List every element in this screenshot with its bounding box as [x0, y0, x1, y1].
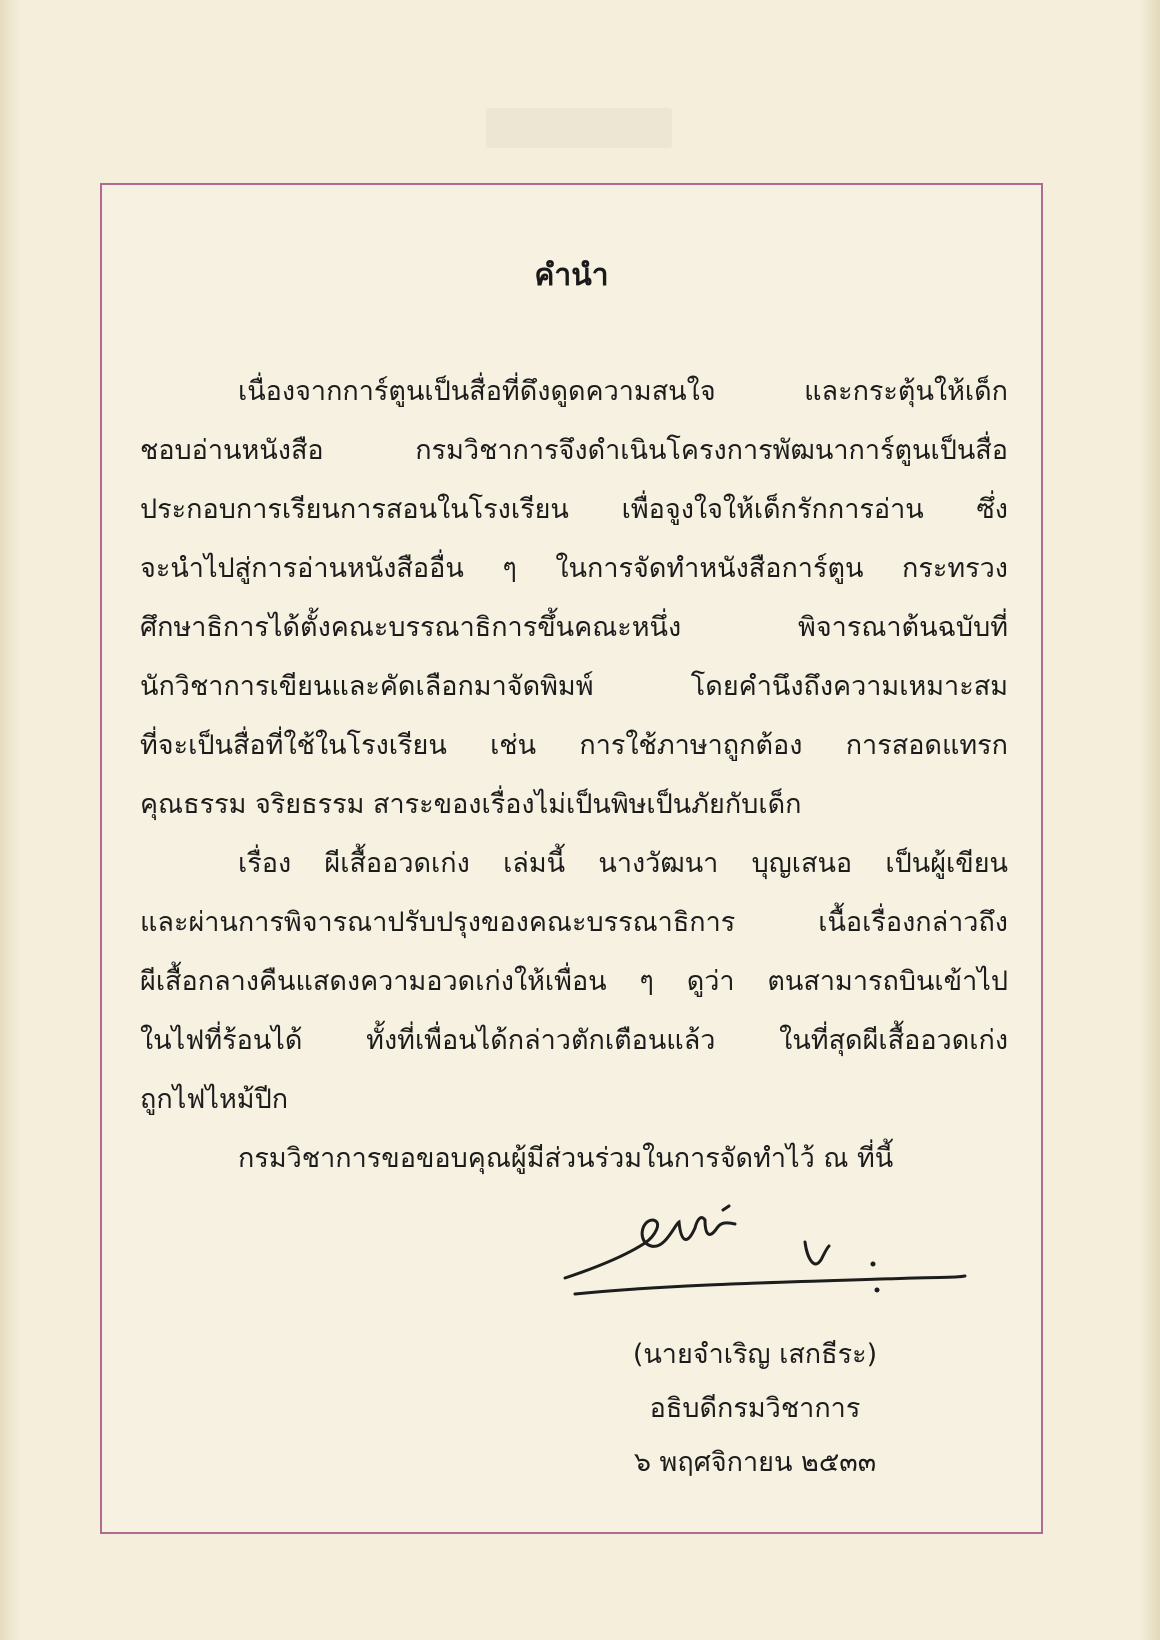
- paragraph-1-line-3: ประกอบการเรียนการสอนในโรงเรียน เพื่อจูงใจให้เด็กรักการอ่าน ซึ่ง: [140, 494, 1008, 525]
- signer-name: (นายจำเริญ เสกธีระ): [632, 1339, 878, 1370]
- paragraph-1-line-6: นักวิชาการเขียนและคัดเลือกมาจัดพิมพ์ โดยคำนึงถึงความเหมาะสม: [140, 671, 1008, 702]
- paragraph-3-line-1: กรมวิชาการขอขอบคุณผู้มีส่วนร่วมในการจัดทำไว้ ณ ที่นี้: [238, 1143, 894, 1174]
- paragraph-1-line-4: จะนำไปสู่การอ่านหนังสืออื่น ๆ ในการจัดทำหนังสือการ์ตูน กระทรวง: [140, 553, 1008, 584]
- signer-position: อธิบดีกรมวิชาการ: [649, 1393, 861, 1424]
- handwritten-signature: [555, 1198, 995, 1308]
- paragraph-2-line-4: ในไฟที่ร้อนได้ ทั้งที่เพื่อนได้กล่าวตักเตือนแล้ว ในที่สุดผีเสื้ออวดเก่ง: [140, 1025, 1008, 1056]
- faint-stamp-mark: [486, 108, 672, 148]
- paragraph-1-line-7: ที่จะเป็นสื่อที่ใช้ในโรงเรียน เช่น การใช้ภาษาถูกต้อง การสอดแทรก: [140, 730, 1008, 761]
- paragraph-2-line-2: และผ่านการพิจารณาปรับปรุงของคณะบรรณาธิการ เนื้อเรื่องกล่าวถึง: [140, 907, 1008, 938]
- paragraph-1-line-2: ชอบอ่านหนังสือ กรมวิชาการจึงดำเนินโครงการพัฒนาการ์ตูนเป็นสื่อ: [140, 435, 1008, 466]
- page-title: คำนำ: [534, 258, 609, 293]
- paragraph-1-line-1: เนื่องจากการ์ตูนเป็นสื่อที่ดึงดูดความสนใจ และกระตุ้นให้เด็ก: [238, 376, 1008, 407]
- paragraph-2-line-1: เรื่อง ผีเสื้ออวดเก่ง เล่มนี้ นางวัฒนา บุญเสนอ เป็นผู้เขียน: [238, 848, 1008, 879]
- body-text: [140, 362, 1008, 1188]
- paragraph-2-line-5: ถูกไฟไหม้ปีก: [140, 1084, 289, 1115]
- paragraph-2-line-3: ผีเสื้อกลางคืนแสดงความอวดเก่งให้เพื่อน ๆ ดูว่า ตนสามารถบินเข้าไป: [140, 966, 1008, 997]
- paragraph-1-line-8: คุณธรรม จริยธรรม สาระของเรื่องไม่เป็นพิษเป็นภัยกับเด็ก: [140, 789, 802, 820]
- document-date: ๖ พฤศจิกายน ๒๕๓๓: [633, 1447, 877, 1478]
- signature-block: [555, 1328, 955, 1490]
- paragraph-1-line-5: ศึกษาธิการได้ตั้งคณะบรรณาธิการขึ้นคณะหนึ่ง พิจารณาต้นฉบับที่: [140, 612, 1008, 643]
